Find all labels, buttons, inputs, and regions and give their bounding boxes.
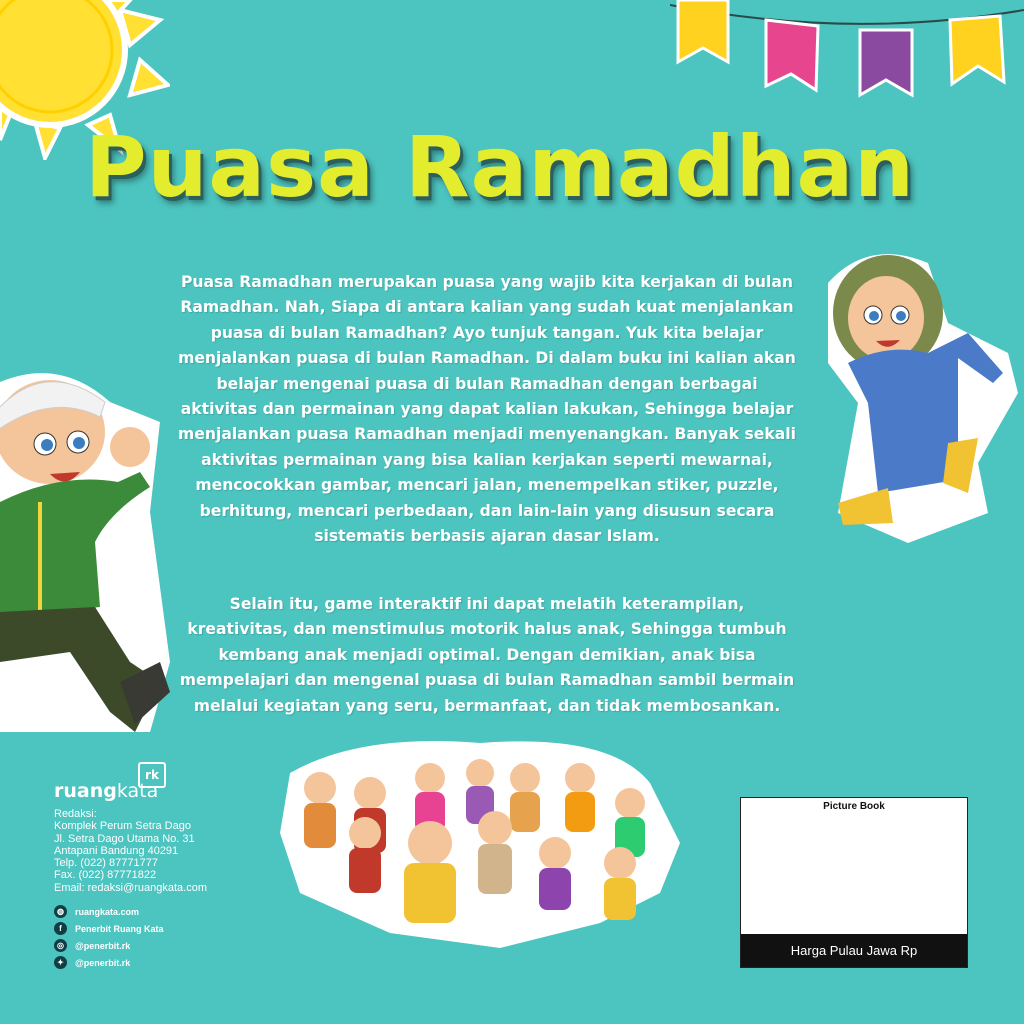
social-twitter[interactable] bbox=[54, 956, 130, 969]
girl-hijab-running-illustration bbox=[818, 243, 1024, 543]
price-barcode-box bbox=[740, 797, 968, 968]
social-facebook-text: Penerbit Ruang Kata bbox=[75, 923, 164, 934]
address-line: Antapani Bandung 40291 bbox=[54, 844, 179, 857]
social-instagram[interactable] bbox=[54, 939, 130, 952]
price-box-header: Picture Book bbox=[823, 801, 885, 812]
address-line: Fax. (022) 87771822 bbox=[54, 869, 157, 882]
book-title: Puasa Ramadhan bbox=[85, 118, 915, 216]
address-line: Komplek Perum Setra Dago bbox=[54, 820, 191, 833]
social-website-text: ruangkata.com bbox=[75, 906, 140, 917]
address-line: Redaksi: bbox=[54, 808, 97, 820]
price-box-footer: Harga Pulau Jawa Rp bbox=[741, 934, 967, 967]
logo-text-kata: kata bbox=[116, 780, 159, 802]
logo-text-ruang: ruang bbox=[54, 780, 117, 802]
address-line: Jl. Setra Dago Utama No. 31 bbox=[54, 832, 195, 845]
instagram-icon: ◎ bbox=[54, 939, 67, 952]
social-twitter-text: @penerbit.rk bbox=[75, 957, 131, 968]
bunting-flags bbox=[670, 0, 1024, 110]
address-line: Email: redaksi@ruangkata.com bbox=[54, 881, 208, 894]
social-instagram-text: @penerbit.rk bbox=[75, 940, 131, 951]
social-facebook[interactable] bbox=[54, 922, 164, 935]
globe-icon: ◍ bbox=[54, 905, 67, 918]
description-paragraph-1: Puasa Ramadhan merupakan puasa yang wajib kita kerjakan di bulan Ramadhan. Nah, Siapa di antara kalian yang sudah kuat menjalankan puasa di bulan Ramadhan? Ayo tunjuk tangan. Yuk kita belajar menjalankan puasa di bulan Ramadhan. Di dalam buku ini kalian akan belajar mengenai puasa di bulan Ramadhan dengan berbagai aktivitas dan permainan yang dapat kalian lakukan, Sehingga belajar menjalankan puasa Ramadhan menjadi menyenangkan. Banyak sekali aktivitas permainan yang bisa kalian kerjakan seperti mewarnai, mencocokkan gambar, mencari jalan, menempelkan stiker, puzzle, berhitung, mencari perbedaan, dan lain-lain yang disusun secara sistematis berbasis ajaran dasar Islam. bbox=[178, 273, 796, 546]
boy-cheering-illustration bbox=[0, 362, 178, 737]
publisher-address bbox=[54, 808, 207, 894]
praying-children-group-illustration bbox=[280, 733, 680, 948]
facebook-icon: f bbox=[54, 922, 67, 935]
twitter-icon: ✦ bbox=[54, 956, 67, 969]
logo-mark: rk bbox=[138, 762, 166, 788]
address-line: Telp. (022) 87771777 bbox=[54, 857, 158, 870]
social-website[interactable] bbox=[54, 905, 139, 918]
description-paragraph-2: Selain itu, game interaktif ini dapat melatih keterampilan, kreativitas, dan menstimulus motorik halus anak, Sehingga tumbuh kembang anak menjadi optimal. Dengan demikian, anak bisa mempelajari dan mengenal puasa di bulan Ramadhan sambil bermain melalui kegiatan yang seru, bermanfaat, dan tidak membosankan. bbox=[179, 595, 795, 715]
